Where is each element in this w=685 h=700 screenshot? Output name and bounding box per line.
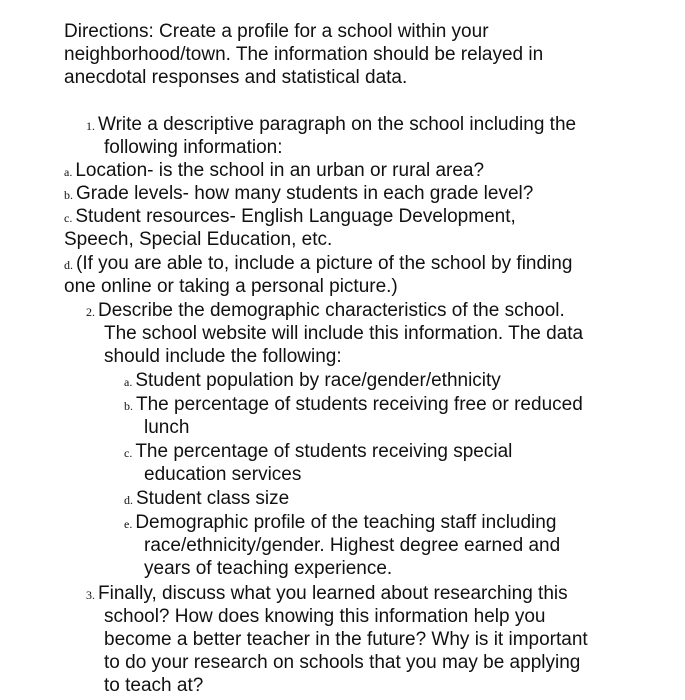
sub-item-2d — [124, 488, 289, 511]
item-text-cont: become a better teacher in the future? Why is it important — [104, 629, 588, 650]
sub-item-text: Student population by race/gender/ethnicity — [135, 370, 501, 391]
sub-item-marker: d. — [124, 493, 133, 507]
sub-item-marker: c. — [64, 211, 73, 225]
item-marker: 3. — [86, 588, 95, 602]
sub-item-2b — [124, 394, 583, 417]
list-item-3 — [86, 583, 568, 606]
sub-item-text-cont: Speech, Special Education, etc. — [64, 229, 333, 250]
sub-item-text-cont: race/ethnicity/gender. Highest degree earned and — [144, 535, 561, 556]
sub-item-2c — [124, 441, 512, 464]
item-marker: 2. — [86, 305, 95, 319]
sub-item-text: Location- is the school in an urban or rural area? — [75, 160, 485, 181]
list-item-2 — [86, 300, 565, 323]
sub-item-marker: e. — [124, 517, 133, 531]
sub-item-text: Demographic profile of the teaching staff including — [135, 512, 557, 533]
sub-item-text: The percentage of students receiving special — [135, 441, 513, 462]
sub-item-text: (If you are able to, include a picture of the school by finding — [76, 253, 573, 274]
sub-item-text: Student resources- English Language Development, — [75, 206, 516, 227]
sub-item-marker: a. — [124, 375, 133, 389]
item-text-cont: to do your research on schools that you may be applying — [104, 652, 581, 673]
sub-item-1d — [64, 253, 572, 276]
sub-item-text-cont: education services — [144, 464, 302, 485]
sub-item-1a — [64, 160, 484, 183]
sub-item-2a — [124, 370, 501, 393]
item-text-cont: to teach at? — [104, 675, 204, 696]
directions-line: Directions: Create a profile for a school within your — [64, 21, 489, 42]
item-text: Write a descriptive paragraph on the school including the — [98, 114, 577, 135]
sub-item-text: Student class size — [136, 488, 290, 509]
item-text: Describe the demographic characteristics of the school. — [98, 300, 565, 321]
item-text: Finally, discuss what you learned about researching this — [98, 583, 568, 604]
sub-item-2e — [124, 512, 556, 535]
sub-item-marker: b. — [124, 399, 133, 413]
sub-item-text-cont: one online or taking a personal picture.) — [64, 276, 398, 297]
sub-item-text: Grade levels- how many students in each grade level? — [76, 183, 534, 204]
directions-line: anecdotal responses and statistical data. — [64, 67, 408, 88]
item-text-cont: should include the following: — [104, 346, 342, 367]
item-text-cont: The school website will include this information. The data — [104, 323, 584, 344]
sub-item-marker: d. — [64, 258, 73, 272]
sub-item-text: The percentage of students receiving free or reduced — [136, 394, 583, 415]
sub-item-1b — [64, 183, 533, 206]
item-text-cont: school? How does knowing this information help you — [104, 606, 546, 627]
sub-item-text-cont: years of teaching experience. — [144, 558, 393, 579]
item-text-cont: following information: — [104, 137, 283, 158]
sub-item-marker: c. — [124, 446, 133, 460]
sub-item-marker: b. — [64, 188, 73, 202]
sub-item-text-cont: lunch — [144, 417, 190, 438]
sub-item-1c — [64, 206, 516, 229]
item-marker: 1. — [86, 119, 95, 133]
sub-item-marker: a. — [64, 165, 73, 179]
list-item-1 — [86, 114, 576, 137]
directions-line: neighborhood/town. The information should be relayed in — [64, 44, 544, 65]
